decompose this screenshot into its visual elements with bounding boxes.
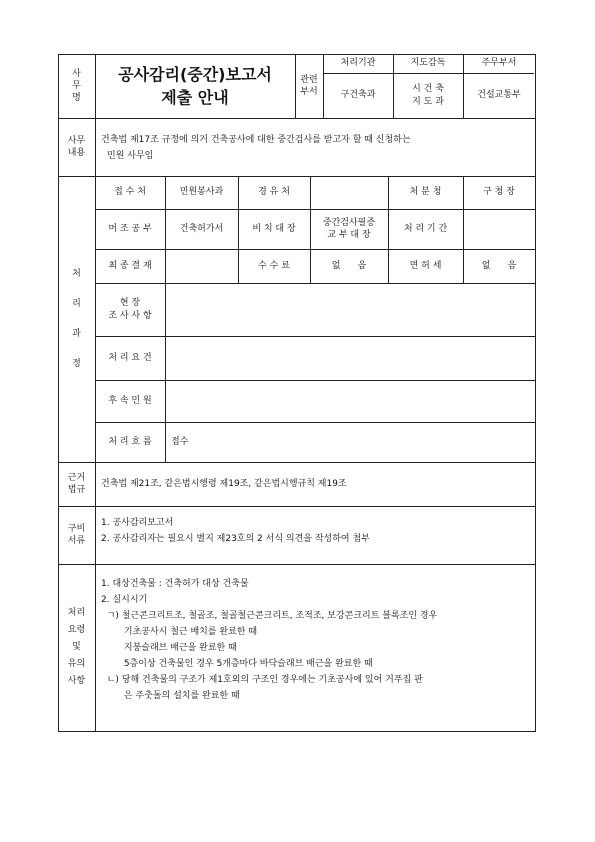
- label-line: 및: [72, 642, 81, 652]
- dept-value-processing: 구건축과: [340, 90, 376, 101]
- label-line: 요령: [67, 625, 86, 635]
- via-office-value: [310, 176, 388, 209]
- processing-period-value: [463, 209, 535, 249]
- list-item: 1. 공사감리보고서: [101, 518, 174, 528]
- note-line: 2. 실시시기: [101, 595, 148, 605]
- note-line: ㄱ) 철근콘크리트조, 철골조, 철골철근콘크리트, 조적조, 보강콘크리트 블록조인 경우: [101, 611, 438, 621]
- register-value: 중간검사필증 교 부 대 장: [322, 217, 376, 240]
- label-char: 과: [72, 329, 81, 339]
- dept-header-processing: 처리기관: [340, 58, 376, 69]
- office-name-label: [58, 54, 95, 118]
- note-line: 5층이상 건축물인 경우 5개층마다 바닥슬래브 배근을 완료한 때: [101, 659, 373, 669]
- label-char: 리: [72, 299, 81, 309]
- label-char: 처: [72, 269, 81, 279]
- notes-text: [101, 576, 531, 704]
- dept-header-main: 주무부서: [481, 58, 517, 69]
- text-line: 민원 사무임: [107, 151, 154, 161]
- label-line: 부서: [300, 87, 318, 97]
- fee-label: 수 수 료: [258, 260, 290, 271]
- note-line: 은 주춧돌의 설치를 완료한 때: [101, 691, 240, 701]
- process-flow-label: 처 리 흐 름: [108, 436, 152, 447]
- description-label: [58, 118, 95, 176]
- dept-value-main: 건설교통부: [477, 90, 521, 101]
- receipt-office-label: 접 수 처: [114, 187, 146, 198]
- document-page: [58, 54, 536, 732]
- site-inspection-label: 현 장 조 사 사 항: [108, 298, 152, 321]
- required-documents-label: [58, 506, 95, 564]
- register-label: 비 치 대 장: [252, 223, 296, 234]
- process-label: [58, 176, 95, 462]
- note-line: 1. 대상건축물 : 건축허가 대상 건축물: [101, 579, 249, 589]
- followup-label: 후 속 민 원: [108, 395, 152, 406]
- page-title: [95, 54, 295, 118]
- label-char: 무: [72, 80, 81, 91]
- via-office-label: 경 유 처: [258, 187, 290, 198]
- note-line: 기초공사시 철근 배치를 완료한 때: [101, 627, 258, 637]
- dept-value-supervision: 시 건 축 지 도 과: [412, 84, 444, 107]
- title-line: 제출 안내: [161, 88, 229, 107]
- note-line: ㄴ) 당해 건축물의 구조가 제1호외의 구조인 경우에는 기초공사에 있어 거푸집 판: [101, 675, 423, 685]
- fee-value: 없 음: [331, 260, 367, 271]
- text-line: 건축법 제17조 규정에 의거 건축공사에 대한 중간검사를 받고자 할 때 신청하는: [101, 135, 411, 145]
- legal-basis-text: 건축법 제21조, 같은법시행령 제19조, 같은법시행규칙 제19조: [101, 478, 347, 489]
- label-line: 법규: [67, 485, 86, 495]
- label-line: 내용: [67, 148, 86, 158]
- label-char: 정: [72, 359, 81, 369]
- label-line: 처리: [67, 608, 86, 618]
- disposition-office-value: 구 청 장: [483, 187, 515, 198]
- final-approval-value: [165, 249, 238, 283]
- disposition-office-label: 처 분 청: [409, 187, 442, 198]
- dept-header-supervision: 지도감독: [410, 58, 446, 69]
- label-line: 관련: [300, 74, 318, 85]
- ledger-label: 머 조 공 부: [108, 223, 152, 234]
- label-line: 유의: [67, 659, 86, 669]
- label-line: 서류: [67, 536, 86, 546]
- label-line: 사항: [67, 676, 86, 686]
- process-flow-value: 접수: [171, 436, 189, 447]
- label-line: 구비: [67, 523, 86, 534]
- description-text: [101, 132, 531, 164]
- related-dept-label: [295, 54, 323, 118]
- license-tax-label: 면 허 세: [409, 260, 442, 271]
- label-line: 사무: [67, 135, 86, 146]
- title-line: 공사감리(중간)보고서: [118, 64, 272, 84]
- label-char: 명: [72, 93, 81, 104]
- requirements-label: 처 리 요 건: [108, 352, 152, 363]
- final-approval-label: 최 종 결 재: [108, 260, 152, 271]
- ledger-value: 건축허가서: [179, 223, 224, 234]
- legal-basis-label: [58, 462, 95, 506]
- license-tax-value: 없 음: [481, 260, 517, 271]
- list-item: 2. 공사감리자는 필요시 별지 제23호의 2 서식 의견을 작성하여 첨부: [101, 534, 370, 544]
- label-line: 근거: [67, 472, 86, 483]
- note-line: 지붕슬래브 배근을 완료한 때: [101, 643, 237, 653]
- receipt-office-value: 민원봉사과: [179, 187, 224, 198]
- label-char: 사: [72, 68, 81, 79]
- processing-period-label: 처 리 기 간: [403, 223, 448, 234]
- required-documents-list: [101, 515, 531, 547]
- notes-label: [58, 564, 95, 731]
